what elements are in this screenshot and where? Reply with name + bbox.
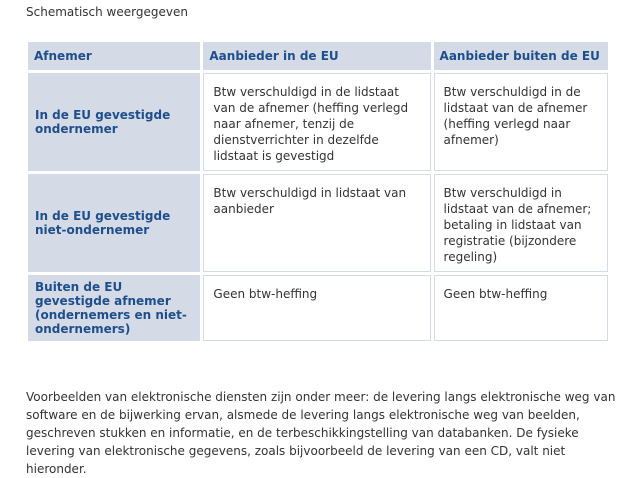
header-afnemer: Afnemer <box>28 42 200 70</box>
row-label: In de EU gevestigde niet-ondernemer <box>28 174 200 272</box>
row-label: In de EU gevestigde ondernemer <box>28 73 200 171</box>
header-aanbieder-buiten-eu: Aanbieder buiten de EU <box>434 42 608 70</box>
vat-table <box>25 39 611 344</box>
table-cell: Btw verschuldigd in lidstaat van aanbieder <box>203 174 430 272</box>
table-cell: Geen btw-heffing <box>434 275 608 341</box>
table-row <box>28 174 608 272</box>
table-header-row <box>28 42 608 70</box>
table-cell: Btw verschuldigd in lidstaat van de afnemer; betaling in lidstaat van registratie (bijzondere regeling) <box>434 174 608 272</box>
table-cell: Geen btw-heffing <box>203 275 430 341</box>
table-cell: Btw verschuldigd in de lidstaat van de afnemer (heffing verlegd naar afnemer) <box>434 73 608 171</box>
row-label: Buiten de EU gevestigde afnemer (ondernemers en niet-ondernemers) <box>28 275 200 341</box>
body-paragraph: Voorbeelden van elektronische diensten zijn onder meer: de levering langs elektronische weg van software en de bijwerking ervan, alsmede de levering langs elektronische weg van beelden, geschreven stukken en informatie, en de terbeschikkingstelling van databanken. De fysieke levering van elektronische gegevens, zoals bijvoorbeeld de levering van een CD, valt niet hieronder. <box>26 390 616 476</box>
header-aanbieder-in-eu: Aanbieder in de EU <box>203 42 430 70</box>
table-row <box>28 275 608 341</box>
table-cell: Btw verschuldigd in de lidstaat van de afnemer (heffing verlegd naar afnemer, tenzij de dienstverrichter in dezelfde lidstaat is gevestigd <box>203 73 430 171</box>
table-caption: Schematisch weergegeven <box>26 5 188 19</box>
table-row <box>28 73 608 171</box>
